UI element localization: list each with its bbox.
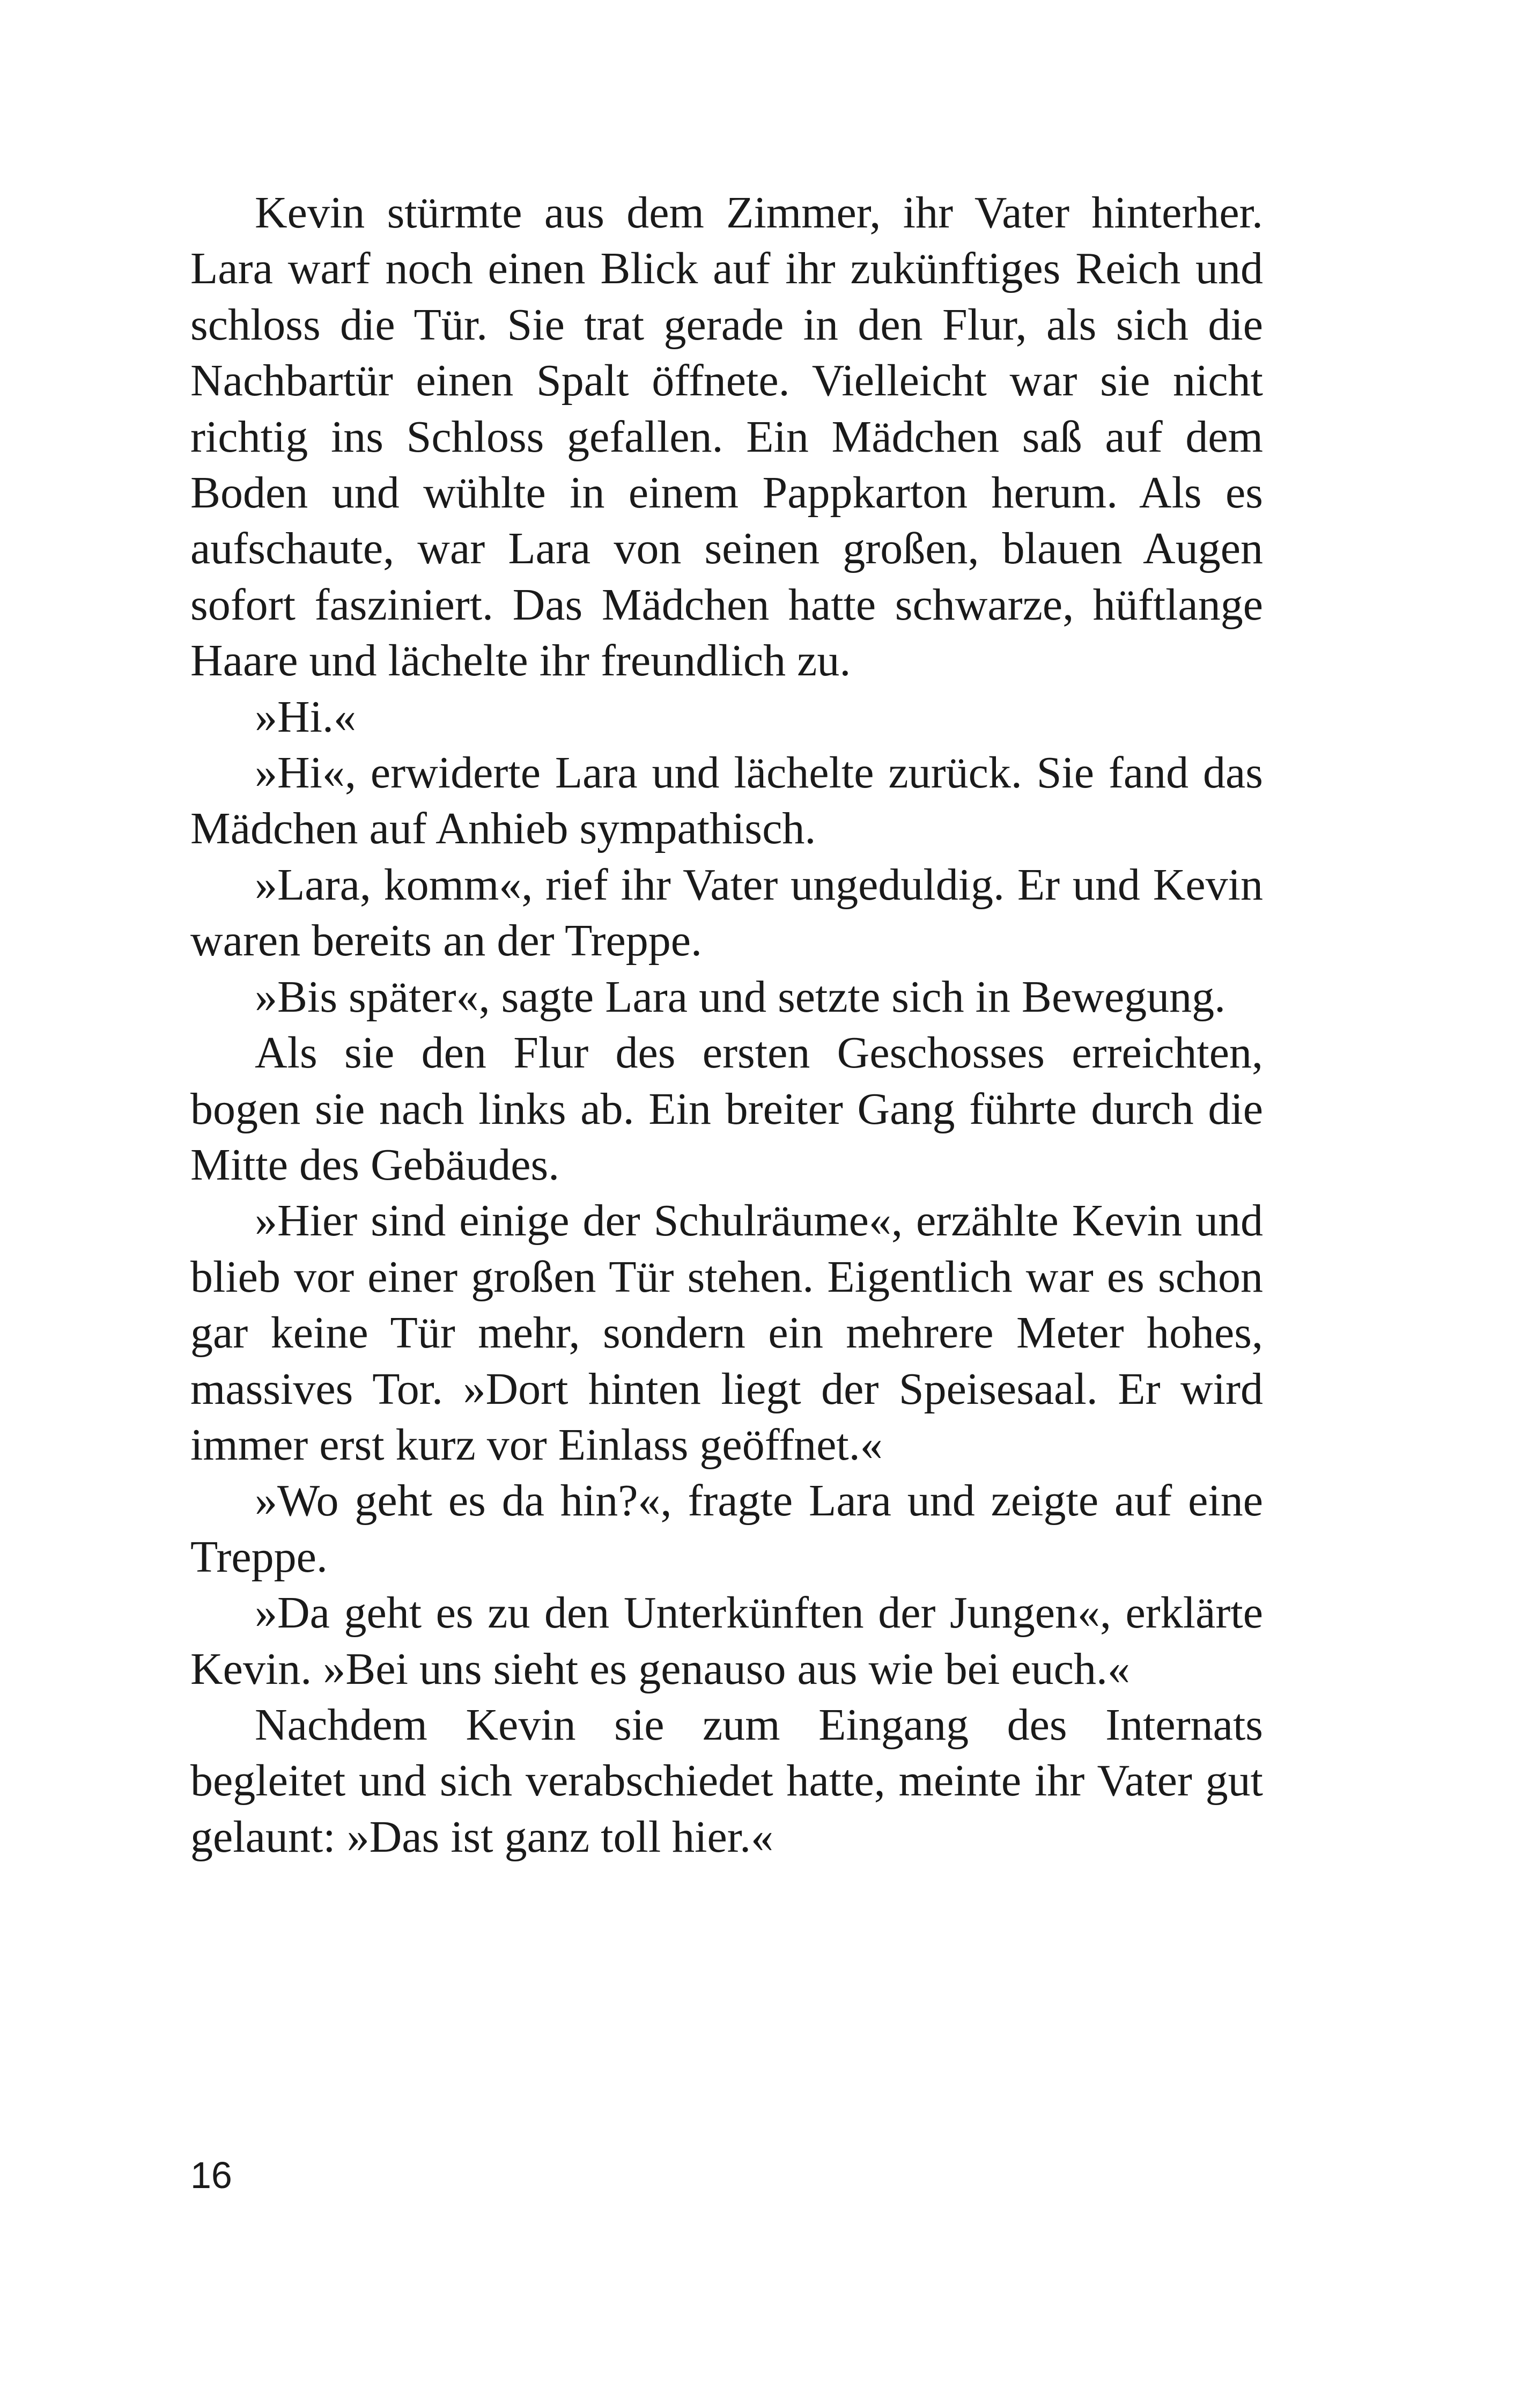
paragraph: Kevin stürmte aus dem Zimmer, ihr Vater hinterher. Lara warf noch einen Blick auf ihr zukünftiges Reich und schloss die Tür. Sie trat gerade in den Flur, als sich die Nachbartür einen Spalt öffnete. Vielleicht war sie nicht richtig ins Schloss gefallen. Ein Mädchen saß auf dem Boden und wühlte in einem Pappkarton herum. Als es aufschaute, war Lara von seinen großen, blauen Augen sofort fasziniert. Das Mädchen hatte schwarze, hüftlange Haare und lächelte ihr freundlich zu.	[190, 188, 1263, 686]
paragraph: »Hi.«	[255, 691, 356, 742]
paragraph: »Hi«, erwiderte Lara und lächelte zurück. Sie fand das Mädchen auf Anhieb sympathisch.	[190, 748, 1263, 854]
paragraph: Nachdem Kevin sie zum Eingang des Internats begleitet und sich verabschiedet hatte, meinte ihr Vater gut gelaunt: »Das ist ganz toll hier.«	[190, 1699, 1263, 1862]
paragraph: »Wo geht es da hin?«, fragte Lara und zeigte auf eine Treppe.	[190, 1476, 1263, 1582]
page-number: 16	[190, 2154, 232, 2196]
body-text	[190, 185, 1263, 1865]
paragraph: »Da geht es zu den Unterkünften der Jungen«, erklärte Kevin. »Bei uns sieht es genauso aus wie bei euch.«	[190, 1588, 1263, 1694]
paragraph: »Lara, komm«, rief ihr Vater ungeduldig. Er und Kevin waren bereits an der Treppe.	[190, 859, 1263, 966]
paragraph: »Hier sind einige der Schulräume«, erzählte Kevin und blieb vor einer großen Tür stehen. Eigentlich war es schon gar keine Tür mehr, sondern ein mehrere Meter hohes, massives Tor. »Dort hinten liegt der Speisesaal. Er wird immer erst kurz vor Einlass geöffnet.«	[190, 1196, 1263, 1470]
paragraph: Als sie den Flur des ersten Geschosses erreichten, bogen sie nach links ab. Ein breiter Gang führte durch die Mitte des Gebäudes.	[190, 1028, 1263, 1190]
paragraph: »Bis später«, sagte Lara und setzte sich in Bewegung.	[255, 971, 1226, 1022]
